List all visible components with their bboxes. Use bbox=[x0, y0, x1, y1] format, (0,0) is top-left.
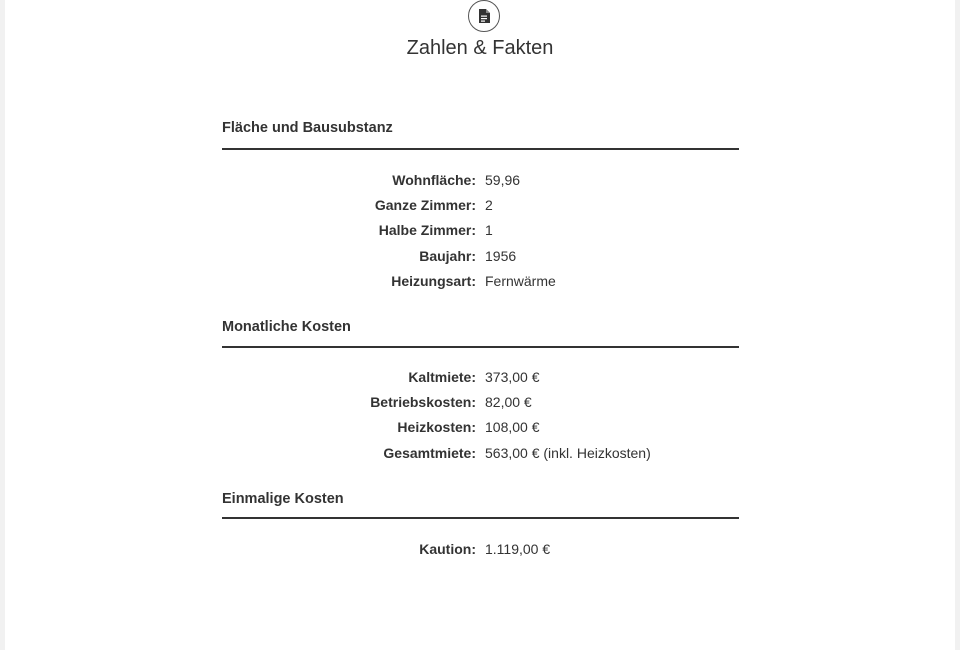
section-title-onetime: Einmalige Kosten bbox=[222, 491, 344, 507]
fact-value: 59,96 bbox=[485, 172, 521, 188]
fact-label: Baujahr: bbox=[419, 248, 476, 264]
fact-row-heizungsart bbox=[5, 271, 955, 291]
page-title: Zahlen & Fakten bbox=[406, 37, 554, 59]
fact-row-kaltmiete bbox=[5, 367, 955, 387]
fact-row-wohnflaeche bbox=[5, 170, 955, 190]
fact-value: 1 bbox=[485, 222, 493, 238]
fact-row-baujahr bbox=[5, 246, 955, 266]
fact-label: Heizkosten: bbox=[397, 419, 476, 435]
fact-label: Ganze Zimmer: bbox=[374, 197, 476, 213]
fact-value: 1.119,00 € bbox=[485, 541, 551, 557]
section-title-monthly: Monatliche Kosten bbox=[222, 319, 351, 335]
fact-label: Heizungsart: bbox=[391, 273, 476, 289]
fact-label: Kaution: bbox=[419, 541, 476, 557]
fact-row-halbe-zimmer bbox=[5, 220, 955, 240]
fact-label: Betriebskosten: bbox=[370, 394, 476, 410]
fact-value: 82,00 € bbox=[485, 394, 532, 410]
fact-value: 2 bbox=[485, 197, 493, 213]
section-divider bbox=[222, 148, 739, 150]
fact-label: Wohnfläche: bbox=[392, 172, 476, 188]
section-divider bbox=[222, 346, 739, 348]
fact-row-gesamtmiete bbox=[5, 443, 955, 463]
fact-row-heizkosten bbox=[5, 417, 955, 437]
fact-value: 1956 bbox=[485, 248, 517, 264]
fact-label: Halbe Zimmer: bbox=[378, 222, 476, 238]
fact-label: Gesamtmiete: bbox=[383, 445, 476, 461]
facts-panel bbox=[5, 0, 955, 650]
section-title-area: Fläche und Bausubstanz bbox=[222, 120, 393, 136]
fact-row-ganze-zimmer bbox=[5, 195, 955, 215]
fact-value: 563,00 € (inkl. Heizkosten) bbox=[485, 445, 651, 461]
section-divider bbox=[222, 517, 739, 519]
fact-value: Fernwärme bbox=[485, 273, 556, 289]
document-icon bbox=[468, 0, 500, 32]
fact-value: 108,00 € bbox=[485, 419, 540, 435]
fact-row-kaution bbox=[5, 539, 955, 559]
fact-row-betriebskosten bbox=[5, 392, 955, 412]
fact-value: 373,00 € bbox=[485, 369, 540, 385]
fact-label: Kaltmiete: bbox=[408, 369, 476, 385]
